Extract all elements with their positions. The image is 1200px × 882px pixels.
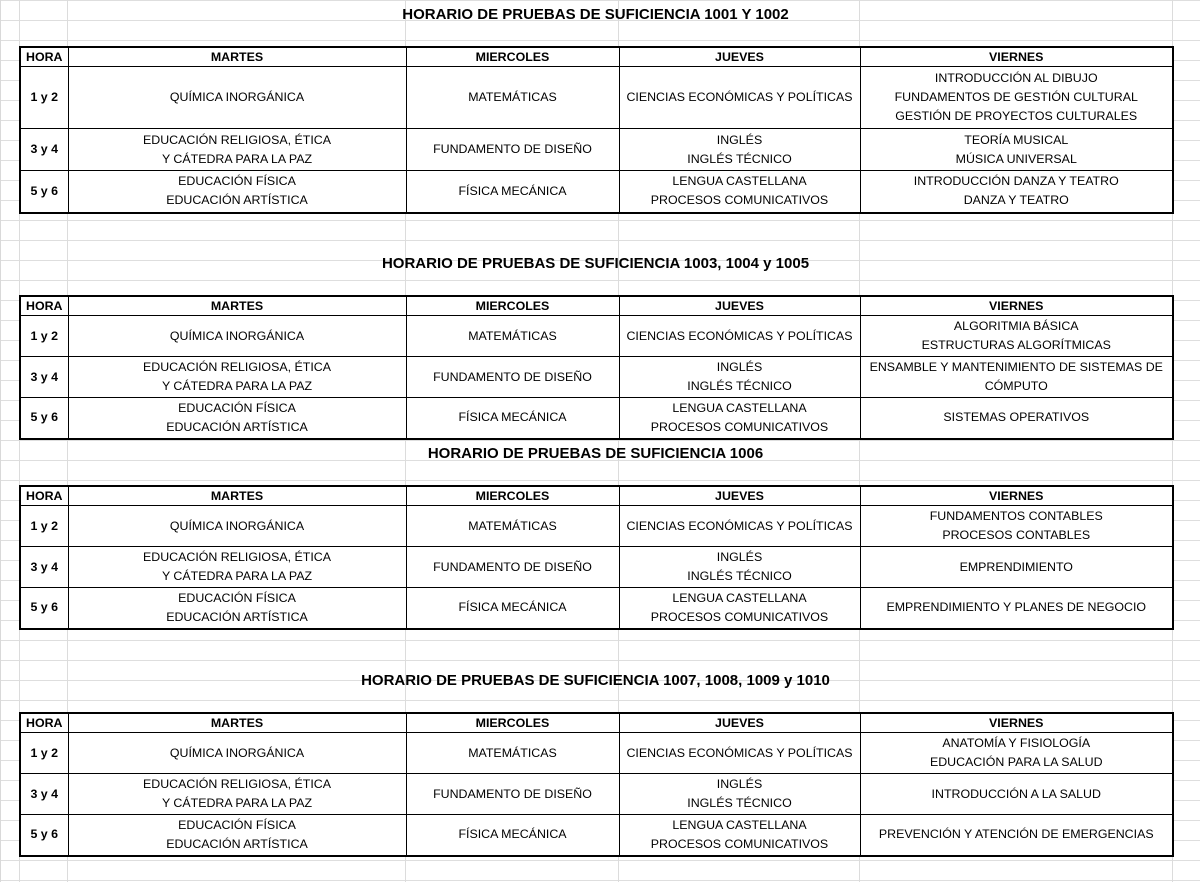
header-viernes: VIERNES — [860, 47, 1173, 67]
martes-cell: EDUCACIÓN FÍSICA EDUCACIÓN ARTÍSTICA — [68, 171, 406, 213]
miercoles-cell: MATEMÁTICAS — [406, 506, 619, 547]
header-miercoles: MIERCOLES — [406, 296, 619, 316]
jueves-cell: CIENCIAS ECONÓMICAS Y POLÍTICAS — [619, 733, 860, 774]
table-row — [20, 67, 1173, 129]
header-martes: MARTES — [68, 486, 406, 506]
table-row — [20, 171, 1173, 213]
miercoles-cell: FÍSICA MECÁNICA — [406, 588, 619, 629]
header-jueves: JUEVES — [619, 296, 860, 316]
schedule-title: HORARIO DE PRUEBAS DE SUFICIENCIA 1006 — [427, 445, 764, 462]
jueves-cell: CIENCIAS ECONÓMICAS Y POLÍTICAS — [619, 67, 860, 129]
martes-cell: QUÍMICA INORGÁNICA — [68, 316, 406, 357]
miercoles-cell: FUNDAMENTO DE DISEÑO — [406, 774, 619, 815]
martes-cell: EDUCACIÓN RELIGIOSA, ÉTICA Y CÁTEDRA PARA LA PAZ — [68, 547, 406, 588]
jueves-cell: INGLÉS INGLÉS TÉCNICO — [619, 547, 860, 588]
table-row — [20, 398, 1173, 439]
header-hora: HORA — [20, 296, 68, 316]
hora-cell: 3 y 4 — [20, 547, 68, 588]
jueves-cell: INGLÉS INGLÉS TÉCNICO — [619, 129, 860, 171]
hora-cell: 3 y 4 — [20, 774, 68, 815]
table-row — [20, 733, 1173, 774]
table-row — [20, 547, 1173, 588]
header-martes: MARTES — [68, 296, 406, 316]
header-miercoles: MIERCOLES — [406, 47, 619, 67]
miercoles-cell: FÍSICA MECÁNICA — [406, 398, 619, 439]
viernes-cell: TEORÍA MUSICAL MÚSICA UNIVERSAL — [860, 129, 1173, 171]
viernes-cell: PREVENCIÓN Y ATENCIÓN DE EMERGENCIAS — [860, 815, 1173, 856]
viernes-cell: ANATOMÍA Y FISIOLOGÍA EDUCACIÓN PARA LA SALUD — [860, 733, 1173, 774]
hora-cell: 5 y 6 — [20, 588, 68, 629]
table-row — [20, 774, 1173, 815]
header-miercoles: MIERCOLES — [406, 713, 619, 733]
header-jueves: JUEVES — [619, 713, 860, 733]
hora-cell: 1 y 2 — [20, 733, 68, 774]
jueves-cell: CIENCIAS ECONÓMICAS Y POLÍTICAS — [619, 316, 860, 357]
viernes-cell: INTRODUCCIÓN DANZA Y TEATRO DANZA Y TEATRO — [860, 171, 1173, 213]
hora-cell: 1 y 2 — [20, 316, 68, 357]
miercoles-cell: MATEMÁTICAS — [406, 316, 619, 357]
header-viernes: VIERNES — [860, 713, 1173, 733]
header-viernes: VIERNES — [860, 486, 1173, 506]
table-row — [20, 129, 1173, 171]
hora-cell: 3 y 4 — [20, 357, 68, 398]
hora-cell: 3 y 4 — [20, 129, 68, 171]
jueves-cell: INGLÉS INGLÉS TÉCNICO — [619, 357, 860, 398]
schedule-table — [19, 295, 1174, 440]
header-row — [20, 486, 1173, 506]
table-row — [20, 316, 1173, 357]
viernes-cell: INTRODUCCIÓN AL DIBUJO FUNDAMENTOS DE GESTIÓN CULTURAL GESTIÓN DE PROYECTOS CULTURALES — [860, 67, 1173, 129]
header-jueves: JUEVES — [619, 486, 860, 506]
hora-cell: 5 y 6 — [20, 815, 68, 856]
viernes-cell: ENSAMBLE Y MANTENIMIENTO DE SISTEMAS DE CÓMPUTO — [860, 357, 1173, 398]
martes-cell: EDUCACIÓN RELIGIOSA, ÉTICA Y CÁTEDRA PARA LA PAZ — [68, 129, 406, 171]
jueves-cell: LENGUA CASTELLANA PROCESOS COMUNICATIVOS — [619, 815, 860, 856]
schedule-title: HORARIO DE PRUEBAS DE SUFICIENCIA 1003, 1004 y 1005 — [381, 255, 810, 272]
hora-cell: 5 y 6 — [20, 171, 68, 213]
jueves-cell: LENGUA CASTELLANA PROCESOS COMUNICATIVOS — [619, 588, 860, 629]
table-row — [20, 588, 1173, 629]
table-row — [20, 506, 1173, 547]
jueves-cell: LENGUA CASTELLANA PROCESOS COMUNICATIVOS — [619, 398, 860, 439]
martes-cell: QUÍMICA INORGÁNICA — [68, 67, 406, 129]
viernes-cell: FUNDAMENTOS CONTABLES PROCESOS CONTABLES — [860, 506, 1173, 547]
hora-cell: 1 y 2 — [20, 67, 68, 129]
hora-cell: 5 y 6 — [20, 398, 68, 439]
viernes-cell: INTRODUCCIÓN A LA SALUD — [860, 774, 1173, 815]
jueves-cell: CIENCIAS ECONÓMICAS Y POLÍTICAS — [619, 506, 860, 547]
martes-cell: EDUCACIÓN FÍSICA EDUCACIÓN ARTÍSTICA — [68, 398, 406, 439]
schedule-title: HORARIO DE PRUEBAS DE SUFICIENCIA 1001 Y 1002 — [402, 6, 789, 23]
miercoles-cell: MATEMÁTICAS — [406, 67, 619, 129]
header-hora: HORA — [20, 486, 68, 506]
viernes-cell: SISTEMAS OPERATIVOS — [860, 398, 1173, 439]
schedule-table — [19, 712, 1174, 857]
header-row — [20, 296, 1173, 316]
viernes-cell: EMPRENDIMIENTO — [860, 547, 1173, 588]
martes-cell: QUÍMICA INORGÁNICA — [68, 733, 406, 774]
schedule-table — [19, 46, 1174, 214]
miercoles-cell: FUNDAMENTO DE DISEÑO — [406, 357, 619, 398]
martes-cell: EDUCACIÓN RELIGIOSA, ÉTICA Y CÁTEDRA PARA LA PAZ — [68, 357, 406, 398]
jueves-cell: LENGUA CASTELLANA PROCESOS COMUNICATIVOS — [619, 171, 860, 213]
miercoles-cell: MATEMÁTICAS — [406, 733, 619, 774]
header-hora: HORA — [20, 47, 68, 67]
miercoles-cell: FÍSICA MECÁNICA — [406, 815, 619, 856]
header-martes: MARTES — [68, 713, 406, 733]
martes-cell: QUÍMICA INORGÁNICA — [68, 506, 406, 547]
schedule-table — [19, 485, 1174, 630]
header-jueves: JUEVES — [619, 47, 860, 67]
miercoles-cell: FUNDAMENTO DE DISEÑO — [406, 129, 619, 171]
table-row — [20, 815, 1173, 856]
miercoles-cell: FÍSICA MECÁNICA — [406, 171, 619, 213]
header-row — [20, 47, 1173, 67]
table-row — [20, 357, 1173, 398]
viernes-cell: EMPRENDIMIENTO Y PLANES DE NEGOCIO — [860, 588, 1173, 629]
header-hora: HORA — [20, 713, 68, 733]
miercoles-cell: FUNDAMENTO DE DISEÑO — [406, 547, 619, 588]
martes-cell: EDUCACIÓN FÍSICA EDUCACIÓN ARTÍSTICA — [68, 588, 406, 629]
jueves-cell: INGLÉS INGLÉS TÉCNICO — [619, 774, 860, 815]
hora-cell: 1 y 2 — [20, 506, 68, 547]
viernes-cell: ALGORITMIA BÁSICA ESTRUCTURAS ALGORÍTMICAS — [860, 316, 1173, 357]
header-miercoles: MIERCOLES — [406, 486, 619, 506]
header-row — [20, 713, 1173, 733]
header-viernes: VIERNES — [860, 296, 1173, 316]
martes-cell: EDUCACIÓN FÍSICA EDUCACIÓN ARTÍSTICA — [68, 815, 406, 856]
martes-cell: EDUCACIÓN RELIGIOSA, ÉTICA Y CÁTEDRA PARA LA PAZ — [68, 774, 406, 815]
header-martes: MARTES — [68, 47, 406, 67]
schedule-title: HORARIO DE PRUEBAS DE SUFICIENCIA 1007, 1008, 1009 y 1010 — [361, 672, 830, 689]
